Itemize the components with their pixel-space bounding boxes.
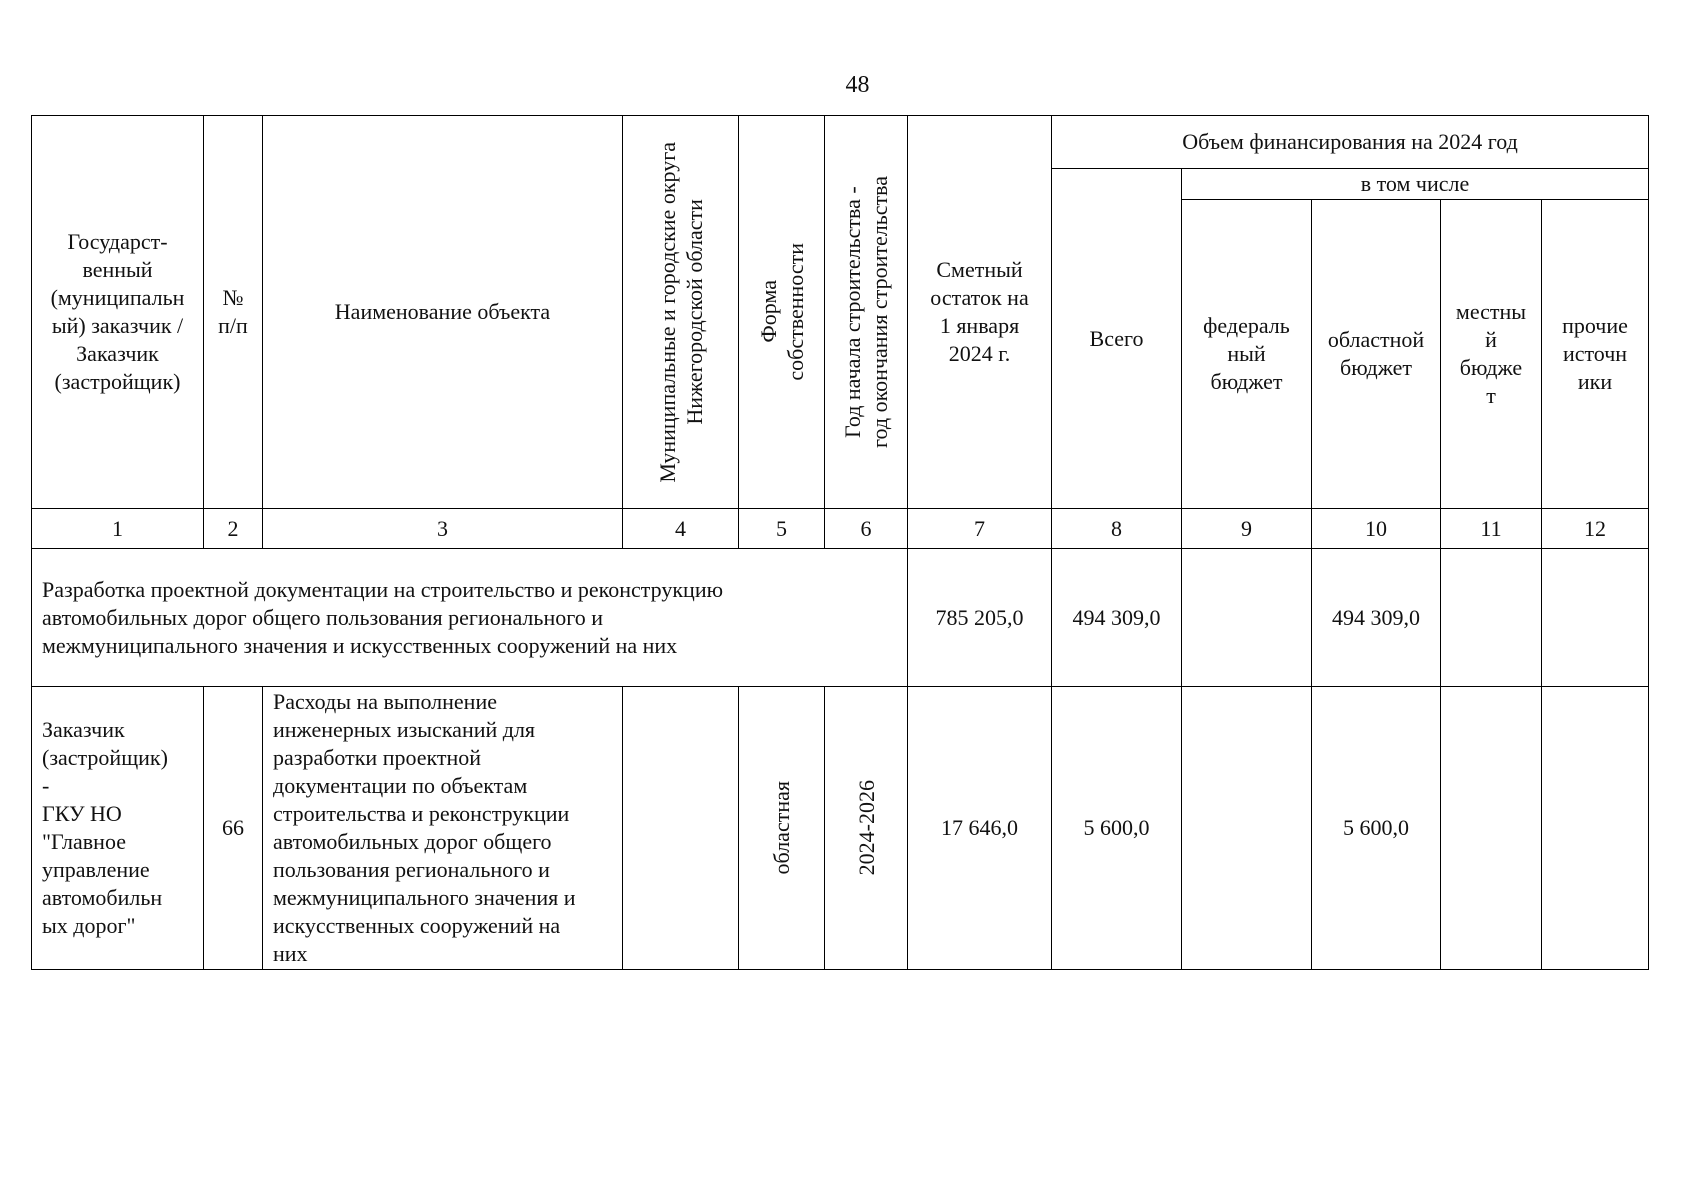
header-ownership [739, 116, 825, 509]
column-number: 7 [908, 509, 1052, 549]
column-number: 10 [1312, 509, 1441, 549]
header-including: в том числе [1182, 169, 1649, 200]
row-regional: 5 600,0 [1312, 687, 1441, 970]
header-municipalities [623, 116, 739, 509]
header-regional: областной бюджет [1312, 200, 1441, 509]
header-other: прочие источн ики [1542, 200, 1649, 509]
header-customer: Государст- венный (муниципальн ый) заказчик / Заказчик (застройщик) [32, 116, 204, 509]
row-years-text: 2024-2026 [853, 780, 879, 876]
header-years-text: Год начала строительства - год окончания строительства [840, 176, 892, 448]
row-object-name: Расходы на выполнение инженерных изысканий для разработки проектной документации по объектам строительства и реконструкции автомобильных дорог общего пользования регионального и межмуниципального значения и искусственных сооружений на них [263, 687, 623, 970]
table-row [32, 687, 1649, 970]
row-customer: Заказчик (застройщик) - ГКУ НО "Главное управление автомобильн ых дорог" [32, 687, 204, 970]
column-number: 4 [623, 509, 739, 549]
row-local [1441, 687, 1542, 970]
section-federal [1182, 549, 1312, 687]
row-municipality [623, 687, 739, 970]
section-local [1441, 549, 1542, 687]
column-number: 6 [825, 509, 908, 549]
header-ownership-text: Форма собственности [755, 243, 808, 381]
section-estimate: 785 205,0 [908, 549, 1052, 687]
header-local: местны й бюдже т [1441, 200, 1542, 509]
row-years [825, 687, 908, 970]
page-number: 48 [845, 72, 870, 98]
header-total: Всего [1052, 169, 1182, 509]
column-numbers-row [32, 509, 1649, 549]
section-row [32, 549, 1649, 687]
header-object-name: Наименование объекта [263, 116, 623, 509]
column-number: 11 [1441, 509, 1542, 549]
header-number: № п/п [204, 116, 263, 509]
column-number: 8 [1052, 509, 1182, 549]
row-total: 5 600,0 [1052, 687, 1182, 970]
column-number: 12 [1542, 509, 1649, 549]
column-number: 1 [32, 509, 204, 549]
header-years [825, 116, 908, 509]
column-number: 2 [204, 509, 263, 549]
section-regional: 494 309,0 [1312, 549, 1441, 687]
row-estimate: 17 646,0 [908, 687, 1052, 970]
header-funding: Объем финансирования на 2024 год [1052, 116, 1649, 169]
header-federal: федераль ный бюджет [1182, 200, 1312, 509]
section-title: Разработка проектной документации на строительство и реконструкцию автомобильных дорог общего пользования регионального и межмуниципального значения и искусственных сооружений на них [32, 549, 908, 687]
column-number: 3 [263, 509, 623, 549]
header-municipalities-text: Муниципальные и городские округа Нижегородской области [654, 141, 707, 483]
row-number: 66 [204, 687, 263, 970]
column-number: 9 [1182, 509, 1312, 549]
column-number: 5 [739, 509, 825, 549]
row-other [1542, 687, 1649, 970]
header-estimate: Сметный остаток на 1 января 2024 г. [908, 116, 1052, 509]
row-federal [1182, 687, 1312, 970]
row-ownership [739, 687, 825, 970]
row-ownership-text: областная [769, 781, 794, 875]
section-other [1542, 549, 1649, 687]
financing-table [31, 115, 1649, 970]
section-total: 494 309,0 [1052, 549, 1182, 687]
